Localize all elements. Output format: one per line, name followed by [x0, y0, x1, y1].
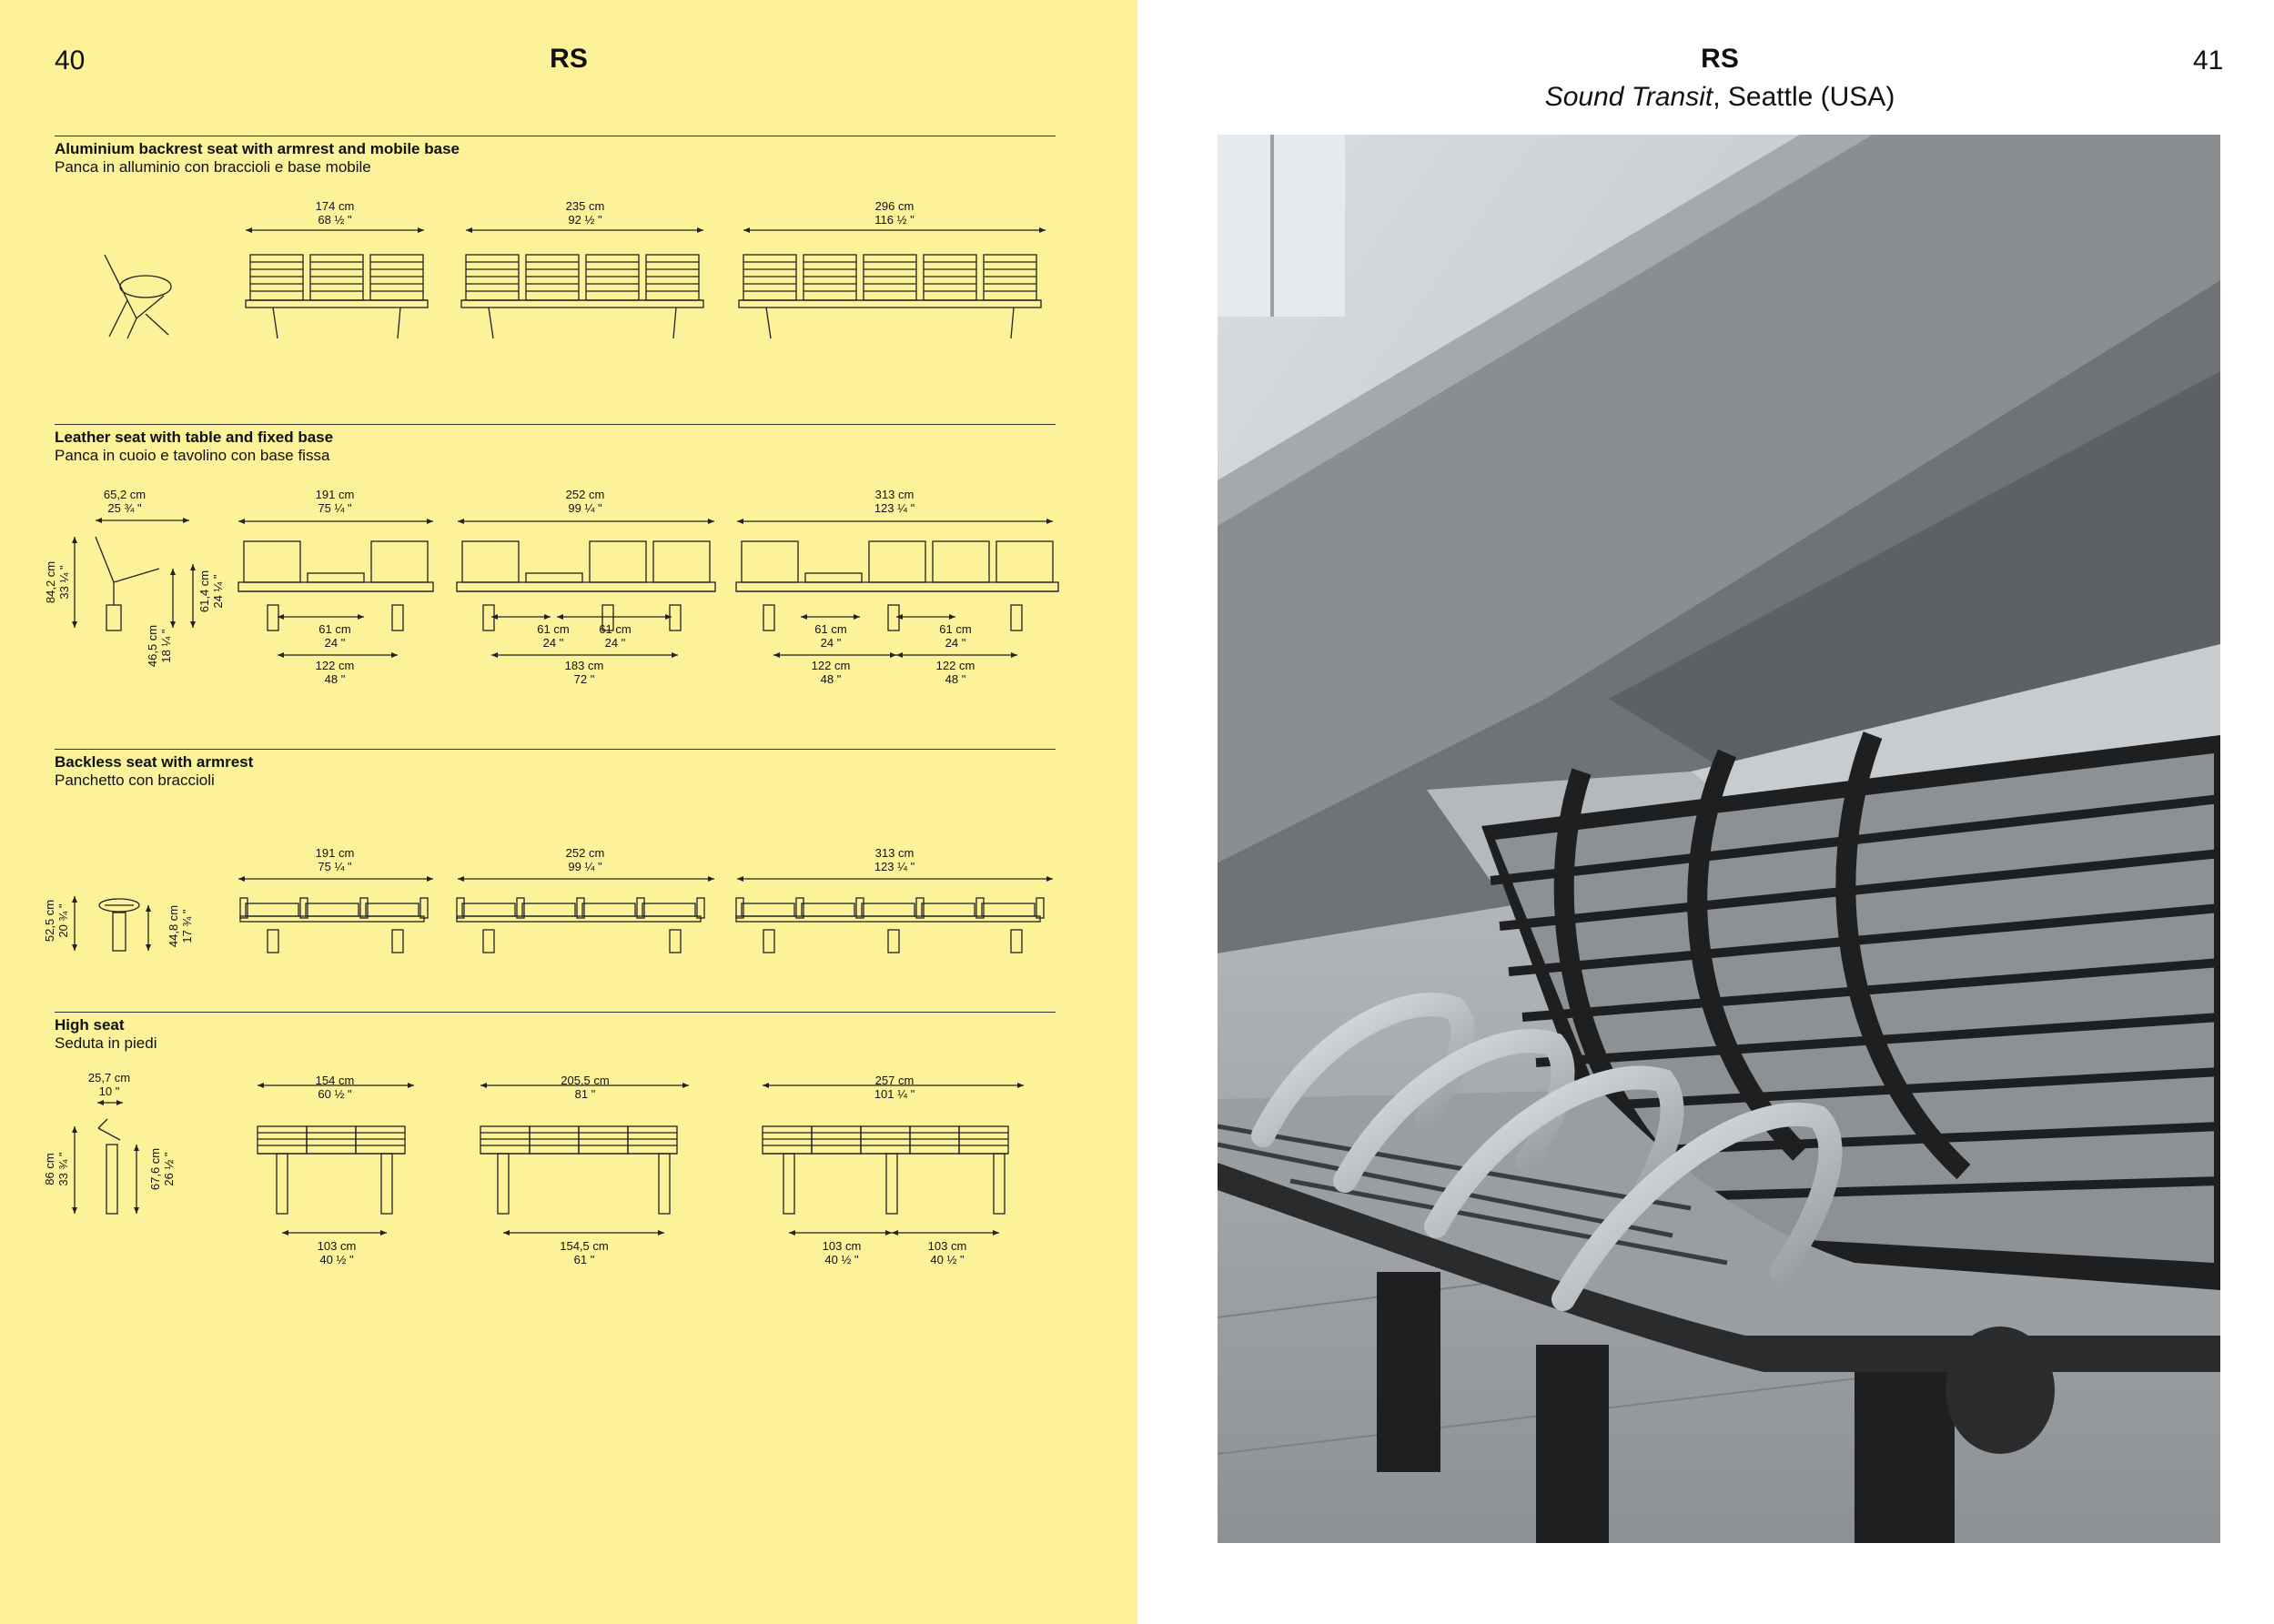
high-seat-post	[106, 1145, 117, 1214]
bench-beam	[457, 916, 701, 922]
arrow-head	[544, 614, 551, 620]
depth-label: 65,2 cm 25 ¾ "	[103, 488, 147, 515]
armrest	[1036, 898, 1044, 918]
base-foot	[763, 605, 774, 630]
armrest	[300, 898, 308, 918]
arrow-head	[885, 1230, 892, 1236]
depth-label: 25,7 cm 10 "	[87, 1071, 131, 1098]
armrest	[420, 898, 428, 918]
width-label: 191 cm 75 ¼ "	[315, 846, 355, 873]
width-label: 296 cm 116 ½ "	[874, 199, 915, 227]
base-label: 122 cm 48 "	[811, 659, 851, 686]
bench-leg	[398, 308, 400, 338]
base-foot	[392, 605, 403, 630]
high-seat-side	[98, 1119, 120, 1140]
arrow-head	[170, 569, 176, 575]
armrest	[360, 898, 368, 918]
armrest-outline	[120, 276, 171, 298]
arrow-head	[190, 621, 196, 628]
leather-seat	[244, 541, 300, 582]
page-number-right: 41	[2193, 45, 2224, 76]
backless-seat	[582, 903, 635, 916]
high-seat-post	[886, 1154, 897, 1214]
width-label: 313 cm 123 ¼ "	[874, 846, 915, 873]
arrow-head	[1017, 1083, 1024, 1088]
arrow-head	[466, 227, 472, 233]
high-seat	[812, 1126, 861, 1154]
arrow-head	[743, 227, 750, 233]
section-title-en: Aluminium backrest seat with armrest and mobile base	[55, 140, 460, 157]
section-title-it: Panca in alluminio con braccioli e base mobile	[55, 158, 371, 176]
bench-beam	[736, 582, 1058, 591]
seat-height-label: 46,5 cm 18 ¼ "	[146, 624, 173, 668]
leather-seat	[869, 541, 925, 582]
high-seat-post	[659, 1154, 670, 1214]
arrow-head	[278, 652, 284, 658]
arrow-head	[801, 614, 807, 620]
arrow-head	[1046, 519, 1053, 524]
spacing-label: 61 cm 24 "	[537, 622, 570, 650]
side-table	[526, 573, 582, 582]
base-foot	[888, 930, 899, 953]
page-title-left: RS	[550, 44, 588, 74]
base-foot	[483, 605, 494, 630]
high-seat-post	[994, 1154, 1005, 1214]
arrow-head	[480, 1083, 487, 1088]
arrow-head	[1039, 227, 1046, 233]
section-title-it: Panchetto con braccioli	[55, 772, 215, 789]
base-foot	[268, 605, 278, 630]
arrow-head	[1046, 876, 1053, 882]
bench-photo	[1218, 135, 2220, 1543]
base-foot	[763, 930, 774, 953]
high-seat	[258, 1126, 307, 1154]
arrow-head	[665, 614, 672, 620]
high-seat-post	[783, 1154, 794, 1214]
arrow-head	[658, 1230, 664, 1236]
arrow-head	[72, 621, 77, 628]
width-label: 252 cm 99 ¼ "	[565, 488, 605, 515]
arrow-head	[116, 1100, 123, 1105]
armrest	[796, 898, 803, 918]
arrow-head	[134, 1207, 139, 1214]
bench-beam	[238, 582, 433, 591]
arrow-head	[170, 621, 176, 628]
arrow-head	[682, 1083, 689, 1088]
section-title-en: Backless seat with armrest	[55, 753, 254, 771]
high-seat	[530, 1126, 579, 1154]
arrow-head	[190, 564, 196, 570]
section-title-it: Seduta in piedi	[55, 1034, 157, 1052]
armrest	[916, 898, 924, 918]
spacing-label: 61 cm 24 "	[599, 622, 632, 650]
arrow-head	[993, 1230, 999, 1236]
width-label: 257 cm 101 ¼ "	[874, 1074, 915, 1101]
armrest	[577, 898, 584, 918]
leather-seat	[371, 541, 428, 582]
section-title-en: Leather seat with table and fixed base	[55, 429, 334, 446]
high-seat	[628, 1126, 677, 1154]
base-foot	[670, 605, 681, 630]
high-seat	[910, 1126, 959, 1154]
page-number-left: 40	[55, 45, 86, 76]
project-caption: Sound Transit, Seattle (USA)	[1544, 82, 1895, 112]
backless-seat	[306, 903, 359, 916]
high-seat	[763, 1126, 812, 1154]
stool-leg	[113, 913, 126, 951]
arrow-head	[491, 652, 498, 658]
base-label: 122 cm 48 "	[315, 659, 355, 686]
backless-seat	[922, 903, 975, 916]
arrow-head	[183, 518, 189, 523]
bench-beam	[240, 916, 424, 922]
page-title-right: RS	[1701, 44, 1739, 74]
high-seat	[480, 1126, 530, 1154]
high-seat	[356, 1126, 405, 1154]
arrow-head	[146, 905, 151, 912]
side-table	[308, 573, 364, 582]
leather-seat	[462, 541, 519, 582]
arrow-head	[146, 944, 151, 951]
arrow-head	[773, 652, 780, 658]
width-label: 154 cm 60 ½ "	[315, 1074, 355, 1101]
armrest	[976, 898, 984, 918]
arrow-head	[427, 519, 433, 524]
spacing-label: 61 cm 24 "	[939, 622, 972, 650]
base-label: 183 cm 72 "	[564, 659, 604, 686]
high-seat-post	[381, 1154, 392, 1214]
width-label: 252 cm 99 ¼ "	[565, 846, 605, 873]
arrow-head	[72, 944, 77, 951]
bench-leg	[766, 308, 771, 338]
backless-seat	[462, 903, 515, 916]
bench-beam	[739, 300, 1041, 308]
base-label: 103 cm 40 ½ "	[317, 1239, 357, 1266]
section-title-en: High seat	[55, 1016, 125, 1034]
width-label: 205,5 cm 81 "	[561, 1074, 610, 1101]
arrow-head	[890, 652, 896, 658]
backless-seat	[802, 903, 854, 916]
bench-beam	[461, 300, 703, 308]
leather-seat	[653, 541, 710, 582]
arrow-head	[708, 519, 714, 524]
base-foot	[106, 605, 121, 630]
bench-beam	[246, 300, 428, 308]
arrow-head	[246, 227, 252, 233]
arrow-head	[134, 1145, 139, 1151]
arrow-head	[391, 652, 398, 658]
bench-leg	[489, 308, 493, 338]
arrow-head	[896, 652, 903, 658]
base-foot	[602, 605, 613, 630]
armrest	[637, 898, 644, 918]
arrow-head	[737, 519, 743, 524]
bench-leg	[1011, 308, 1014, 338]
width-label: 235 cm 92 ½ "	[565, 199, 605, 227]
base-label: 154,5 cm 61 "	[560, 1239, 609, 1266]
arm-height-label: 61,4 cm 24 ¼ "	[197, 570, 225, 613]
arrow-head	[408, 1083, 414, 1088]
height-label: 84,2 cm 33 ¼ "	[44, 560, 71, 604]
arrow-head	[949, 614, 955, 620]
width-label: 313 cm 123 ¼ "	[874, 488, 915, 515]
arrow-head	[72, 1207, 77, 1214]
armrest	[517, 898, 524, 918]
armrest	[240, 898, 248, 918]
arrow-head	[672, 652, 678, 658]
seat-height-label: 44,8 cm 17 ¾ "	[167, 904, 194, 948]
arrow-head	[737, 876, 743, 882]
backless-seat	[642, 903, 695, 916]
spacing-label: 61 cm 24 "	[318, 622, 351, 650]
leather-seat	[742, 541, 798, 582]
base-label: 122 cm 48 "	[935, 659, 975, 686]
bench-beam	[457, 582, 715, 591]
base-foot	[888, 605, 899, 630]
bench-leg	[273, 308, 278, 338]
armrest	[457, 898, 464, 918]
arrow-head	[557, 614, 563, 620]
high-seat-post	[498, 1154, 509, 1214]
arrow-head	[892, 1230, 898, 1236]
arrow-head	[238, 519, 245, 524]
backless-seat	[366, 903, 419, 916]
base-label: 103 cm 40 ½ "	[927, 1239, 967, 1266]
chair-side-view	[96, 537, 159, 605]
width-label: 191 cm 75 ¼ "	[315, 488, 355, 515]
arrow-head	[708, 876, 714, 882]
width-label: 174 cm 68 ½ "	[315, 199, 355, 227]
arrow-head	[789, 1230, 795, 1236]
arrow-head	[258, 1083, 264, 1088]
high-seat	[959, 1126, 1008, 1154]
backless-seat	[982, 903, 1035, 916]
backless-seat	[522, 903, 575, 916]
backless-seat	[862, 903, 915, 916]
arrow-head	[854, 614, 860, 620]
arrow-head	[97, 1100, 104, 1105]
backless-seat	[742, 903, 794, 916]
section-title-it: Panca in cuoio e tavolino con base fissa	[55, 447, 330, 464]
height-label: 86 cm 33 ¾ "	[43, 1152, 70, 1186]
backless-seat	[246, 903, 298, 916]
arrow-head	[72, 537, 77, 543]
arrow-head	[1011, 652, 1017, 658]
base-foot	[1011, 930, 1022, 953]
high-seat-post	[277, 1154, 288, 1214]
high-seat	[579, 1126, 628, 1154]
seat-height-label: 67,6 cm 26 ½ "	[148, 1147, 176, 1191]
base-foot	[670, 930, 681, 953]
arrow-head	[72, 1126, 77, 1133]
high-seat	[861, 1126, 910, 1154]
arrow-head	[418, 227, 424, 233]
arrow-head	[458, 876, 464, 882]
leather-seat	[933, 541, 989, 582]
arrow-head	[72, 896, 77, 903]
arrow-head	[358, 614, 364, 620]
base-foot	[483, 930, 494, 953]
arrow-head	[503, 1230, 510, 1236]
spacing-label: 61 cm 24 "	[814, 622, 847, 650]
arrow-head	[96, 518, 102, 523]
arrow-head	[458, 519, 464, 524]
armrest	[697, 898, 704, 918]
armrest	[856, 898, 864, 918]
base-foot	[268, 930, 278, 953]
arrow-head	[763, 1083, 769, 1088]
leather-seat	[590, 541, 646, 582]
bench-leg	[673, 308, 676, 338]
arrow-head	[282, 1230, 288, 1236]
leather-seat	[996, 541, 1053, 582]
arrow-head	[697, 227, 703, 233]
arrow-head	[380, 1230, 387, 1236]
base-foot	[1011, 605, 1022, 630]
bench-beam	[736, 916, 1040, 922]
base-label: 103 cm 40 ½ "	[822, 1239, 862, 1266]
side-table	[805, 573, 862, 582]
base-foot	[392, 930, 403, 953]
armrest	[736, 898, 743, 918]
height-label: 52,5 cm 20 ¾ "	[43, 899, 70, 943]
high-seat	[307, 1126, 356, 1154]
arrow-head	[238, 876, 245, 882]
arrow-head	[427, 876, 433, 882]
